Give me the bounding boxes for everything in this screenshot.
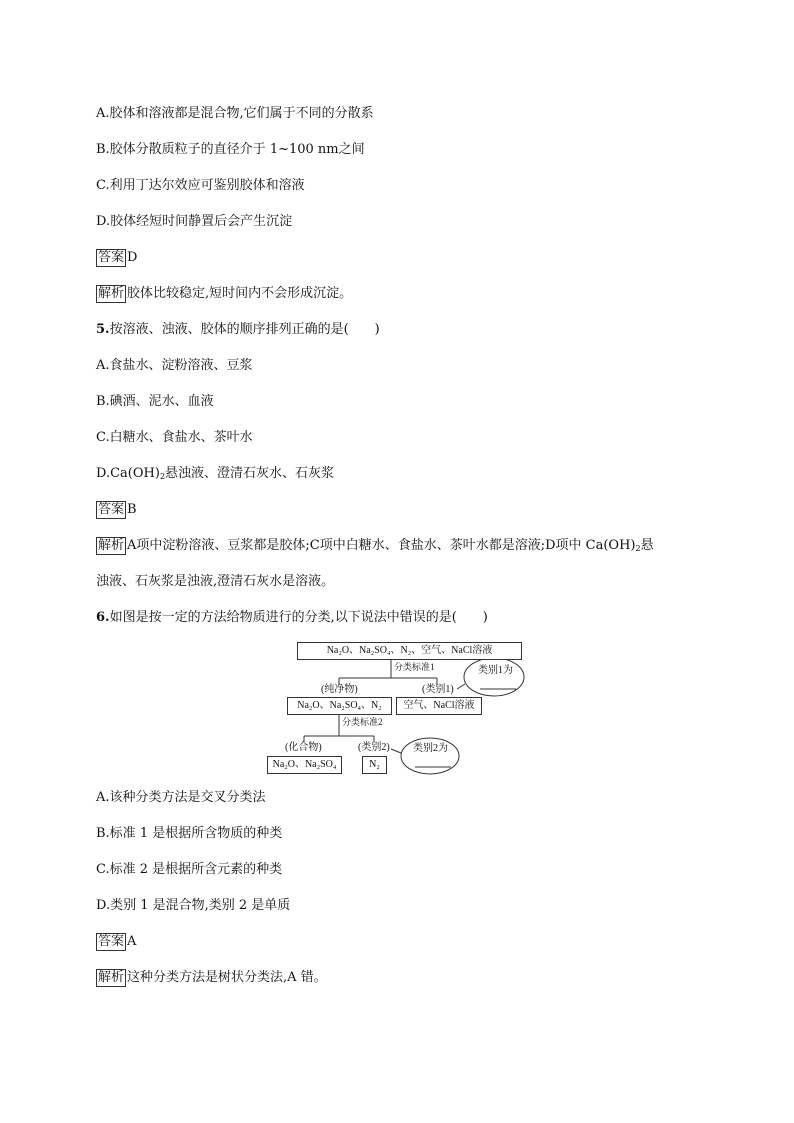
q6-answer	[96, 933, 136, 951]
q6-option-c: C.标准 2 是根据所含元素的种类	[96, 862, 283, 877]
analysis-text: 这种分类方法是树状分类法,A 错。	[127, 970, 327, 985]
q5-stem	[96, 321, 380, 339]
q5-analysis-line2: 浊液、石灰浆是浊液,澄清石灰水是溶液。	[96, 574, 335, 589]
option-text: D.Ca(OH)	[96, 466, 160, 481]
compound-label: (化合物)	[285, 742, 322, 753]
q4-option-d: D.胶体经短时间静置后会产生沉淀	[96, 214, 293, 229]
question-number: 6.	[96, 610, 110, 625]
top-substance-box: Na₂O、Na₂SO₄、N₂、空气、NaCl溶液	[297, 642, 522, 660]
q4-answer	[96, 249, 137, 267]
analysis-text-rest: 悬	[640, 538, 654, 553]
standard-2-label: 分类标准2	[342, 717, 383, 727]
q6-option-d: D.类别 1 是混合物,类别 2 是单质	[96, 898, 291, 913]
q4-option-c: C.利用丁达尔效应可鉴别胶体和溶液	[96, 178, 305, 193]
q5-option-c: C.白糖水、食盐水、茶叶水	[96, 430, 253, 445]
subscript: 2	[159, 472, 166, 481]
question-text: 如图是按一定的方法给物质进行的分类,以下说法中错误的是( )	[109, 610, 488, 625]
class1-label: (类别1)	[422, 684, 454, 695]
answer-tag: 答案	[98, 250, 125, 265]
answer-value: D	[127, 250, 138, 265]
question-number: 5.	[96, 322, 110, 337]
q5-answer	[96, 501, 137, 519]
answer-value: A	[127, 934, 137, 949]
q5-option-a: A.食盐水、淀粉溶液、豆浆	[96, 358, 253, 373]
q6-option-b: B.标准 1 是根据所含物质的种类	[96, 826, 283, 841]
class1-bubble-text: 类别1为	[478, 665, 513, 676]
q4-analysis	[96, 285, 352, 303]
analysis-tag: 解析	[98, 286, 125, 301]
question-text: 按溶液、浊液、胶体的顺序排列正确的是( )	[109, 322, 380, 337]
subscript: 2	[635, 544, 641, 553]
class2-bubble-text: 类别2为	[413, 743, 448, 754]
q4-option-b: B.胶体分散质粒子的直径介于 1~100 nm之间	[96, 142, 365, 157]
pure-substance-box: Na₂O、Na₂SO₄、N₂	[287, 697, 392, 715]
q5-analysis-line1	[96, 537, 654, 558]
standard-1-label: 分类标准1	[394, 662, 435, 672]
answer-tag: 答案	[98, 934, 125, 949]
analysis-text: 胶体比较稳定,短时间内不会形成沉淀。	[127, 286, 353, 301]
class2-label: (类别2)	[358, 742, 390, 753]
q5-option-b: B.碘酒、泥水、血液	[96, 394, 214, 409]
q5-option-d	[96, 465, 334, 486]
analysis-tag: 解析	[98, 970, 125, 985]
answer-tag: 答案	[98, 502, 125, 517]
q6-stem	[96, 609, 488, 627]
q4-option-a: A.胶体和溶液都是混合物,它们属于不同的分散系	[96, 106, 374, 121]
analysis-text: A项中淀粉溶液、豆浆都是胶体;C项中白糖水、食盐水、茶叶水都是溶液;D项中 Ca(OH)	[127, 538, 636, 553]
pure-substance-label: (纯净物)	[321, 684, 358, 695]
option-text-rest: 悬浊液、澄清石灰水、石灰浆	[165, 466, 335, 481]
q6-option-a: A.该种分类方法是交叉分类法	[96, 790, 266, 805]
q6-analysis	[96, 969, 327, 987]
answer-value: B	[127, 502, 137, 517]
class1-box: 空气、NaCl溶液	[396, 697, 482, 715]
analysis-tag: 解析	[98, 538, 125, 553]
compound-box: Na₂O、Na₂SO₄	[267, 756, 342, 774]
class2-box: N₂	[362, 756, 387, 774]
